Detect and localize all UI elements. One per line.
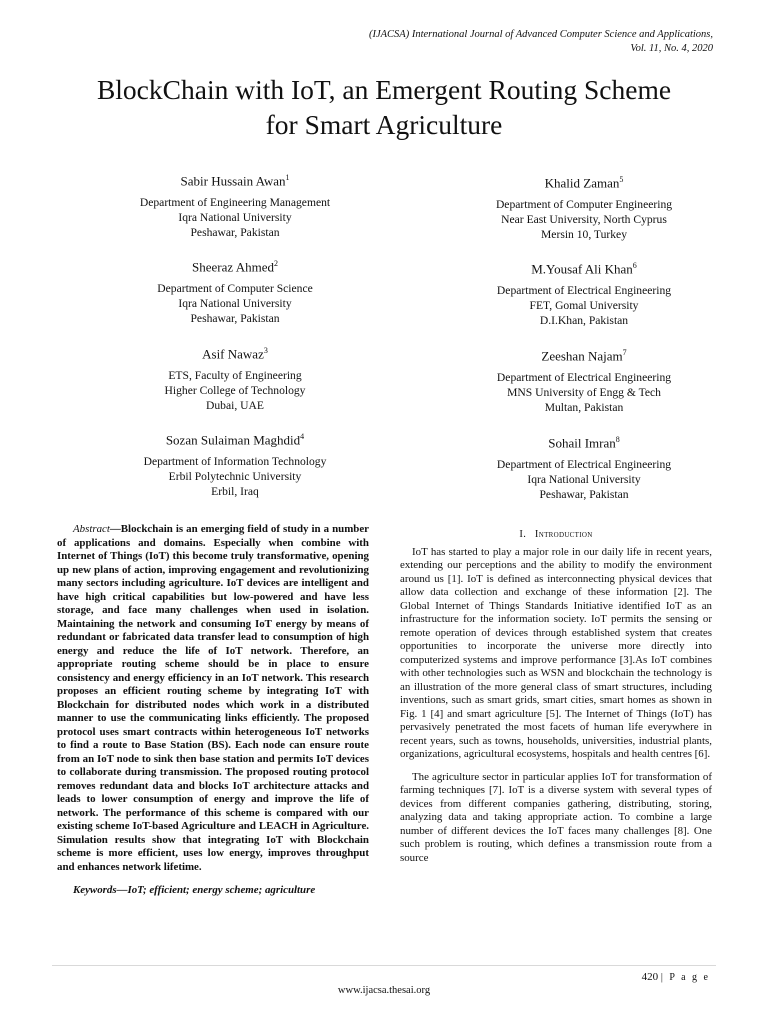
right-column	[400, 523, 712, 874]
journal-name: (IJACSA) International Journal of Advanced Computer Science and Applications,	[368, 29, 713, 40]
author-affiliation: FET, Gomal University	[529, 299, 639, 313]
author-affiliation: Iqra National University	[527, 473, 641, 487]
abstract-label: Abstract	[73, 523, 110, 535]
author-affiliation: Iqra National University	[178, 211, 292, 225]
intro-paragraph-2: The agriculture sector in particular applies IoT for transformation of farming techniques [7]. IoT is a diverse system with several types of devices from different companies gathering, distributing, storing, analyzing data and taking appropriate action. To combine a large number of different devices the IoT faces many challenges [8]. One such problem is routing, which defines a transmission route from a source	[400, 770, 712, 864]
abstract: Abstract—Blockchain is an emerging field of study in a number of applications and domains. Especially when combine with Internet of Things (IoT) this become truly transformative, opening up new plans of action, improving engagement and revolutionizing many sectors including agriculture. IoT devices are intelligent and have high critical capabilities but low-powered and have less storage, and face many challenges when used in isolation. Maintaining the network and consuming IoT energy by means of redundant or fabricated data transfer lead to consumption of high energy and reduce the life of IoT network. Therefore, an appropriate routing scheme should be in place to ensure consistency and energy efficiency in an IoT network. This research proposes an efficient routing scheme by integrating IoT with Blockchain for distributed nodes which work in a distributed manner to use the communicating links efficiently. The proposed protocol uses smart contracts within heterogeneous IoT networks to find a route to Base Station (BS). Each node can ensure route from an IoT node to sink then base station and permits IoT devices to collaborate during transmission. The proposed routing protocol removes redundant data and blocks IoT architecture attacks and leads to lower consumption of energy and improve the life of network. The performance of this scheme is compared with our existing scheme IoT-based Agriculture and LEACH in Agriculture. Simulation results show that integrating IoT with Blockchain scheme is more efficient, uses low energy, improves throughput and enhances network lifetime.	[57, 523, 369, 873]
author-affiliation: MNS University of Engg & Tech	[507, 386, 661, 400]
footer-divider	[52, 965, 716, 966]
author-block-3	[75, 343, 395, 413]
author-block-7	[424, 345, 744, 415]
left-column	[57, 523, 369, 898]
author-affiliation: Peshawar, Pakistan	[190, 312, 280, 326]
author-affiliation: Department of Engineering Management	[139, 196, 331, 210]
section-heading: I. Introduction	[519, 529, 593, 540]
author-affiliation: Multan, Pakistan	[544, 401, 624, 415]
paper-title: BlockChain with IoT, an Emergent Routing Scheme for Smart Agriculture	[96, 74, 672, 140]
author-name: Sabir Hussain Awan$^1$	[180, 173, 290, 189]
author-affiliation: Department of Electrical Engineering	[496, 458, 672, 472]
author-affiliation: Peshawar, Pakistan	[190, 226, 280, 240]
journal-website: www.ijacsa.thesai.org	[337, 985, 431, 996]
author-affiliation: Dubai, UAE	[206, 399, 264, 413]
author-block-5	[424, 172, 744, 242]
author-affiliation: Peshawar, Pakistan	[539, 488, 629, 502]
author-name: Zeeshan Najam$^7$	[541, 348, 627, 364]
author-block-1	[75, 170, 395, 240]
author-affiliation: Near East University, North Cyprus	[501, 213, 667, 227]
author-name: Sheeraz Ahmed$^2$	[192, 259, 278, 275]
abstract-text: Blockchain is an emerging field of study in a number of applications and domains. Especially when combine with Internet of Things (IoT) this become truly transformative, opening up new plans of action, improving engagement and revolutionizing many sectors including agriculture. IoT devices are intelligent and have high critical capabilities but low-powered and have less storage, and face many challenges when used in isolation. Maintaining the network and consuming IoT energy by means of redundant or fabricated data transfer lead to consumption of high energy and reduce the life of IoT network. Therefore, an appropriate routing scheme should be in place to ensure consistency and energy efficiency in an IoT network. This research proposes an efficient routing scheme by integrating IoT with Blockchain for distributed nodes which work in a distributed manner to use the communicating links efficiently. The proposed protocol uses smart contracts within heterogeneous IoT networks to find a route to Base Station (BS). Each node can ensure route from an IoT node to sink then base station and permits IoT devices to collaborate during transmission. The proposed routing protocol removes redundant data and blocks IoT architecture attacks and leads to lower consumption of energy and improve the life of network. The performance of this scheme is compared with our existing scheme IoT-based Agriculture and LEACH in Agriculture. Simulation results show that integrating IoT with Blockchain scheme is more efficient, uses low energy, improves throughput and enhances network lifetime.	[57, 523, 369, 873]
intro-paragraph-1: IoT has started to play a major role in our daily life in recent years, extending our perceptions and the ability to modify the environment around us [1]. IoT is defined as interconnecting physical devices that allow data collection and exchange of these information [2]. The Global Internet of Things Standards Initiative identified IoT as an infrastructure for the information society. IoT permits the sensing or remote operation of devices through established system that creates opportunities to incorporate the universe more directly into computerized systems and improve performance [3].As IoT combines with other technologies such as WSN and blockchain the technology is an illustration of the more general class of smart structures, including inventions, such as smart grids, smart cities, smart homes as shown in Fig. 1 [4] and smart agriculture [5]. The Internet of Things (IoT) has pervasively penetrated the most facets of human life everywhere in recent years, such as towns, households, universities, industrial plants, organizations, agricultural ecosystems, hospitals and health centres [6].	[400, 545, 712, 760]
author-affiliation: Higher College of Technology	[164, 384, 306, 398]
author-name: Khalid Zaman$^5$	[544, 175, 624, 191]
author-affiliation: Department of Information Technology	[143, 455, 327, 469]
author-name: M.Yousaf Ali Khan$^6$	[531, 261, 637, 277]
author-affiliation: Department of Computer Science	[157, 282, 313, 296]
author-affiliation: D.I.Khan, Pakistan	[539, 314, 629, 328]
author-block-8	[424, 432, 744, 502]
author-affiliation: Erbil Polytechnic University	[168, 470, 302, 484]
author-affiliation: ETS, Faculty of Engineering	[168, 369, 302, 383]
author-affiliation: Department of Computer Engineering	[495, 198, 673, 212]
author-name: Sohail Imran$^8$	[548, 435, 620, 451]
author-affiliation: Department of Electrical Engineering	[496, 284, 672, 298]
keywords: Keywords—IoT; efficient; energy scheme; agriculture	[73, 884, 316, 896]
journal-header	[369, 28, 713, 55]
journal-volume: Vol. 11, No. 4, 2020	[630, 42, 713, 54]
author-affiliation: Department of Electrical Engineering	[496, 371, 672, 385]
author-affiliation: Iqra National University	[178, 297, 292, 311]
author-block-2	[75, 256, 395, 326]
author-affiliation: Mersin 10, Turkey	[541, 228, 627, 242]
page-number: 420 | P a g e	[641, 971, 710, 983]
author-affiliation: Erbil, Iraq	[211, 485, 259, 499]
author-name: Asif Nawaz$^3$	[202, 346, 268, 362]
author-name: Sozan Sulaiman Maghdid$^4$	[165, 432, 305, 448]
author-block-6	[424, 258, 744, 328]
author-block-4	[75, 429, 395, 499]
